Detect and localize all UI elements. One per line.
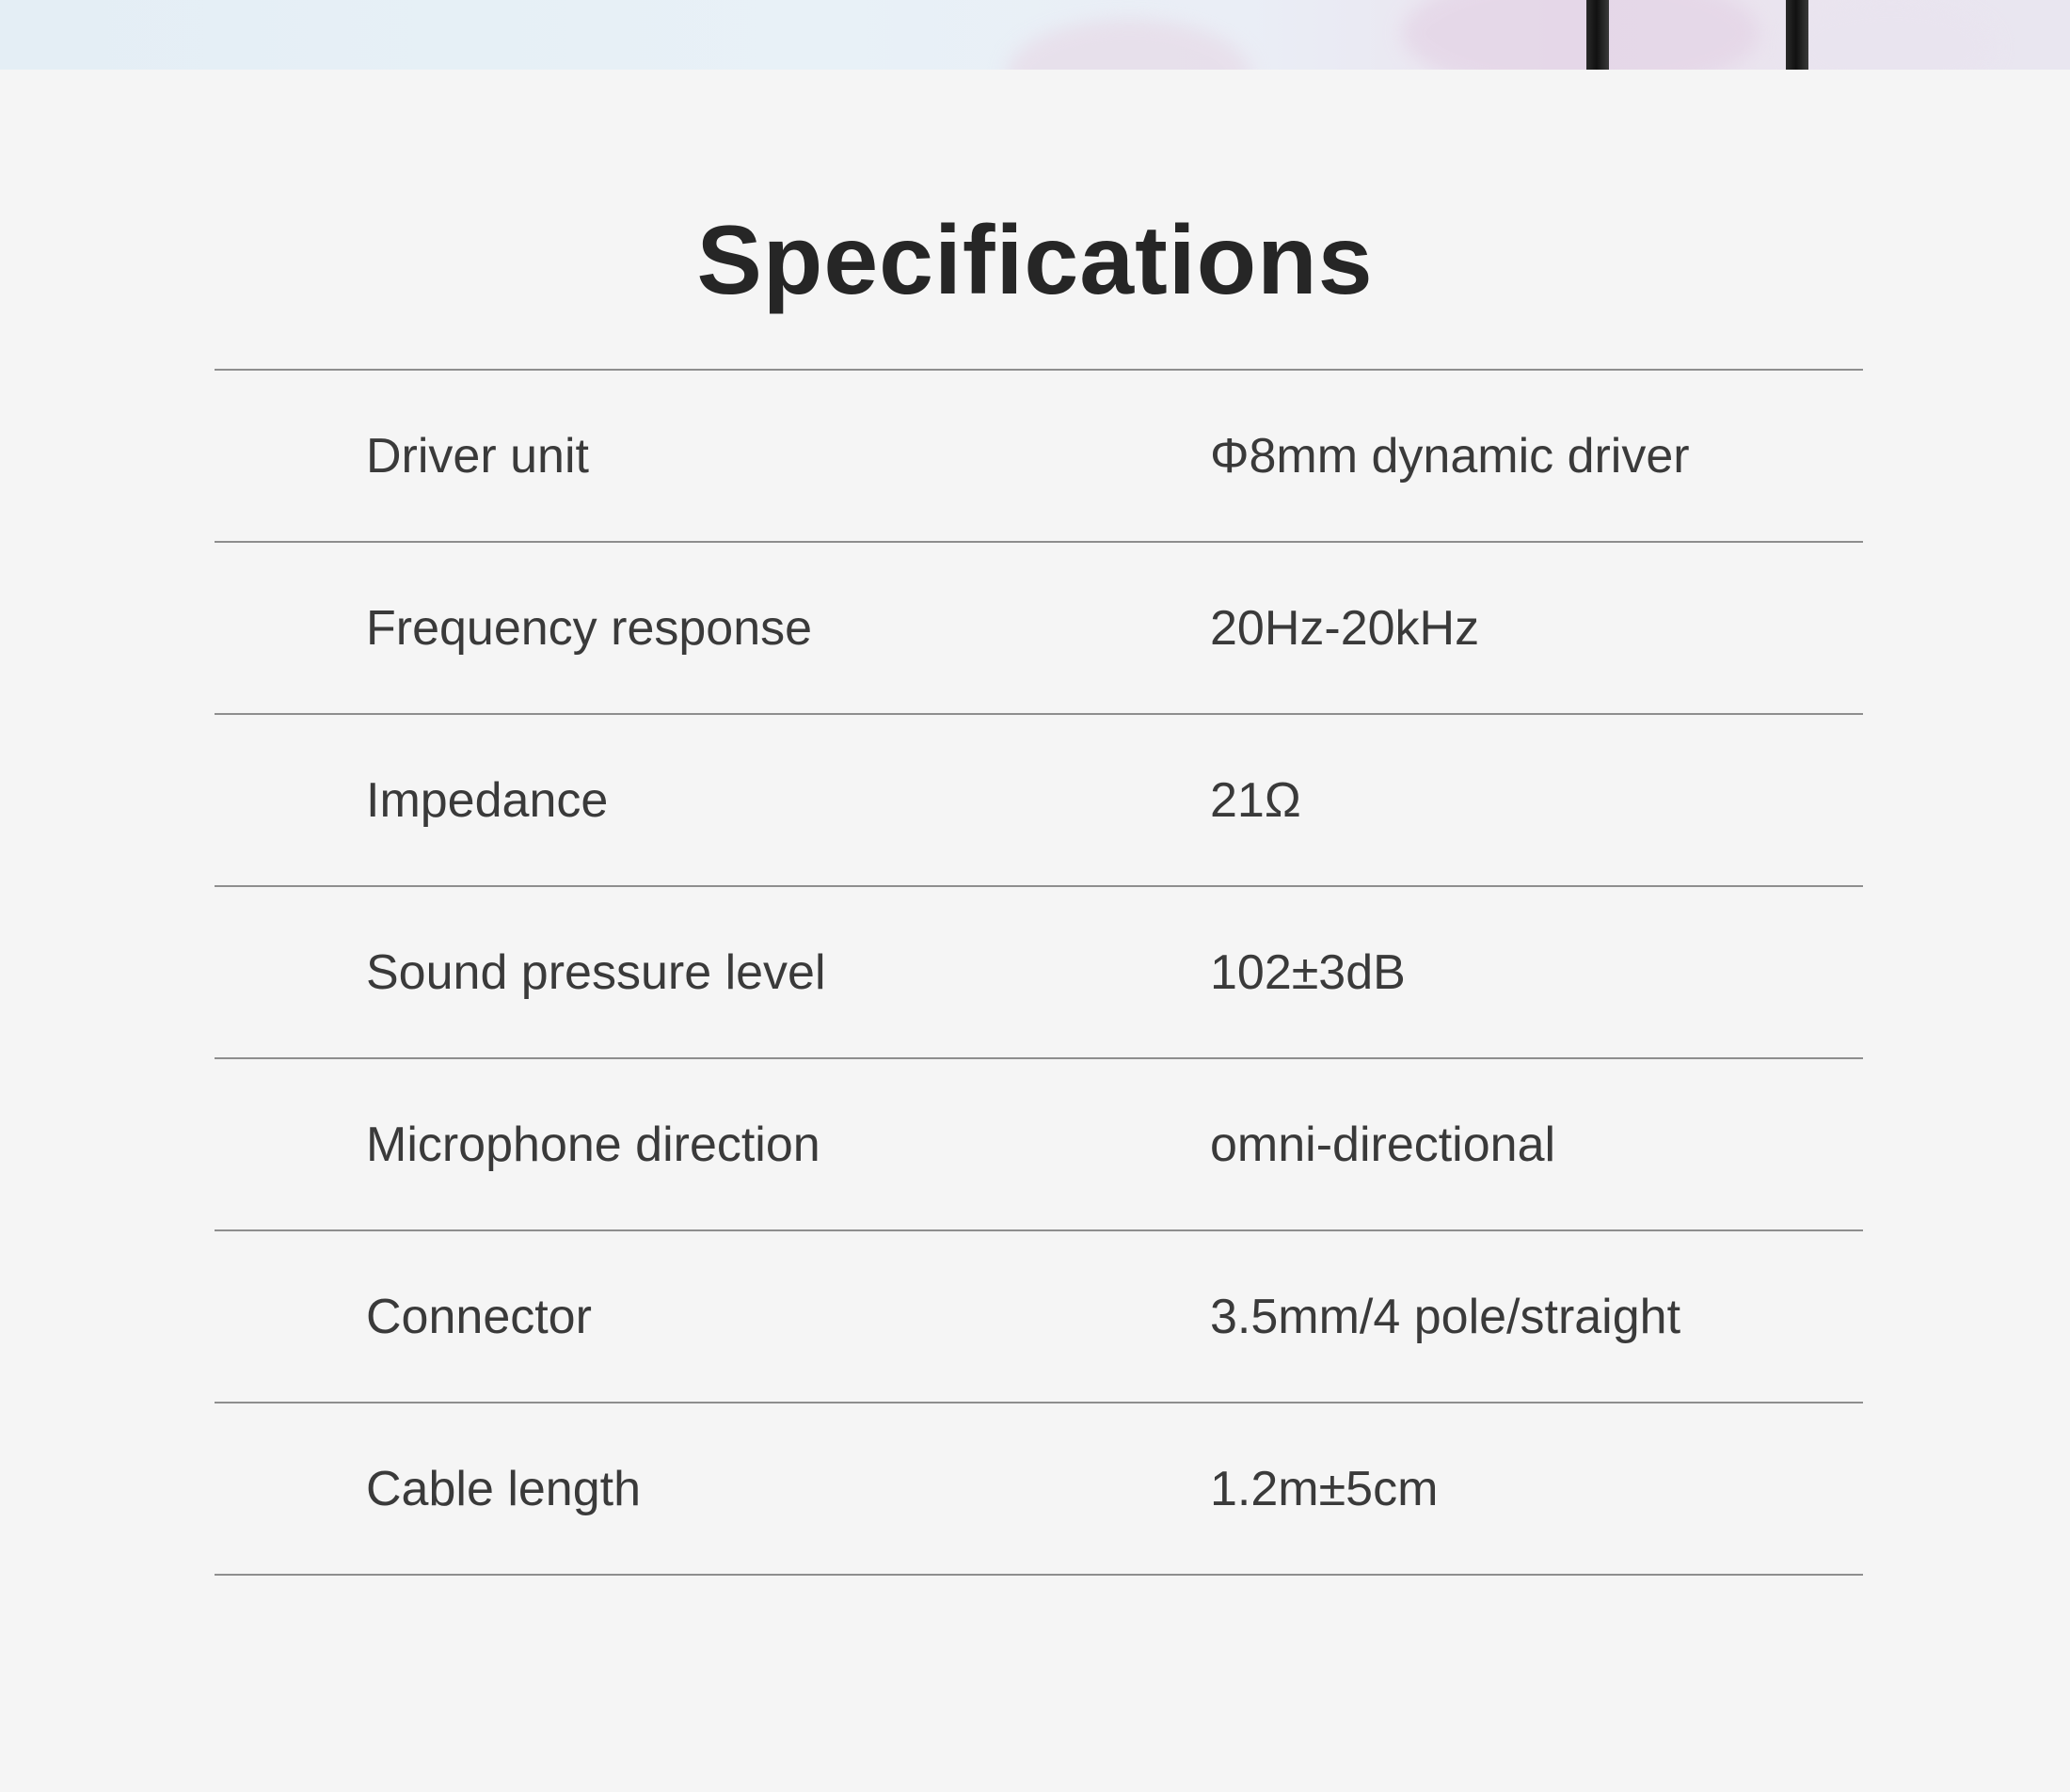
spec-label: Cable length bbox=[366, 1461, 641, 1516]
earphone-cable-left bbox=[1586, 0, 1609, 70]
spec-row-cable-length bbox=[215, 1403, 1863, 1576]
spec-row-impedance bbox=[215, 715, 1863, 887]
spec-row-microphone-direction bbox=[215, 1059, 1863, 1231]
banner-decoration bbox=[1007, 19, 1251, 70]
earphone-cable-right bbox=[1786, 0, 1808, 70]
spec-label: Frequency response bbox=[366, 600, 813, 656]
spec-value: 21Ω bbox=[1210, 772, 1301, 828]
spec-value: Φ8mm dynamic driver bbox=[1210, 428, 1690, 484]
page-title: Specifications bbox=[696, 206, 1374, 315]
spec-value: omni-directional bbox=[1210, 1117, 1556, 1172]
spec-label: Driver unit bbox=[366, 428, 589, 484]
banner-decoration bbox=[1402, 0, 1760, 70]
spec-label: Sound pressure level bbox=[366, 944, 826, 1000]
product-banner-image bbox=[0, 0, 2070, 70]
spec-row-connector bbox=[215, 1231, 1863, 1403]
spec-label: Impedance bbox=[366, 772, 609, 828]
spec-label: Microphone direction bbox=[366, 1117, 820, 1172]
spec-row-driver-unit bbox=[215, 371, 1863, 543]
spec-value: 20Hz-20kHz bbox=[1210, 600, 1480, 656]
spec-row-sound-pressure-level bbox=[215, 887, 1863, 1059]
spec-value: 3.5mm/4 pole/straight bbox=[1210, 1289, 1681, 1344]
spec-label: Connector bbox=[366, 1289, 592, 1344]
specifications-table bbox=[215, 369, 1863, 1576]
spec-row-frequency-response bbox=[215, 543, 1863, 715]
spec-value: 102±3dB bbox=[1210, 944, 1406, 1000]
spec-value: 1.2m±5cm bbox=[1210, 1461, 1439, 1516]
banner-decoration bbox=[1788, 0, 1995, 70]
